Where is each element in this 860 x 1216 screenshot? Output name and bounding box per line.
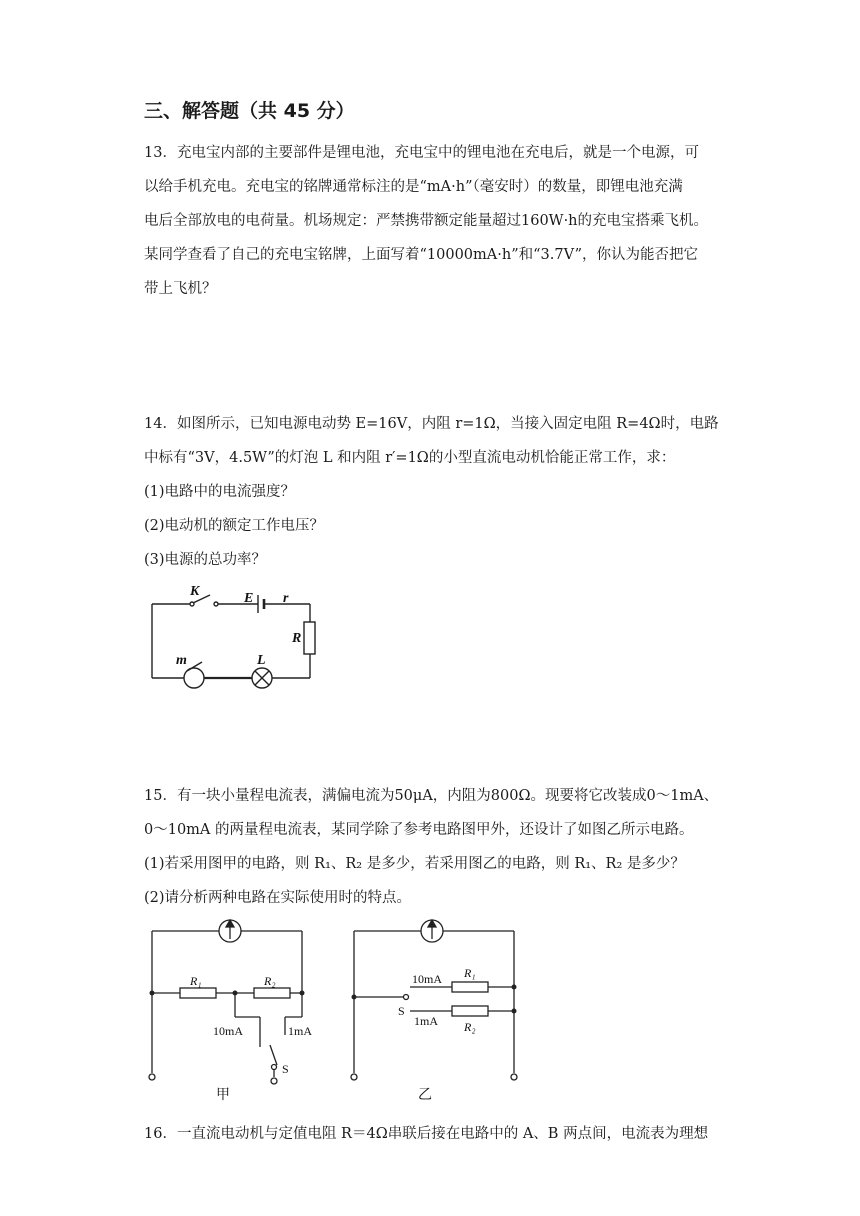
q15-line-1: 15．有一块小量程电流表，满偏电流为50μA，内阻为800Ω。现要将它改装成0～1mA、 [144, 788, 719, 804]
q13-line-1: 13．充电宝内部的主要部件是锂电池，充电宝中的锂电池在充电后，就是一个电源，可 [144, 145, 699, 161]
yi-1ma-label: 1mA [414, 1014, 438, 1028]
yi-switch-label: S [398, 1004, 405, 1018]
jia-caption: 甲 [216, 1088, 230, 1103]
q15-sub-1: (1)若采用图甲的电路，则 R₁、R₂ 是多少，若采用图乙的电路，则 R₁、R₂ 是多少？ [144, 856, 685, 872]
q15-line-2: 0～10mA 的两量程电流表，某同学除了参考电路图甲外，还设计了如图乙所示电路。 [144, 822, 694, 838]
jia-1ma-label: 1mA [288, 1024, 312, 1038]
q14-sub-3: (3)电源的总功率？ [144, 552, 267, 568]
q14-sub-1: (1)电路中的电流强度？ [144, 484, 296, 500]
section-title: 三、解答题（共 45 分） [144, 100, 355, 122]
jia-r1-label: R₁ [190, 974, 202, 988]
label-k: K [190, 584, 200, 599]
label-motor: m [176, 653, 187, 668]
yi-r1-label: R₁ [464, 966, 476, 980]
q16-line-1: 16．一直流电动机与定值电阻 R＝4Ω串联后接在电路中的 A、B 两点间，电流表为理想 [144, 1126, 709, 1142]
jia-switch-label: S [282, 1062, 289, 1076]
q13-line-5: 带上飞机？ [144, 281, 217, 297]
yi-r2-label: R₂ [464, 1020, 476, 1034]
q15-sub-2: (2)请分析两种电路在实际使用时的特点。 [144, 890, 412, 906]
jia-r2-label: R₂ [264, 974, 276, 988]
q14-line-1: 14．如图所示，已知电源电动势 E=16V，内阻 r=1Ω，当接入固定电阻 R=4Ω时，电路 [144, 416, 719, 432]
q13-line-4: 某同学查看了自己的充电宝铭牌，上面写着“10000mA·h”和“3.7V”，你认为能否把它 [144, 247, 699, 263]
fig-yi-diagram [340, 915, 540, 1105]
label-r: r [283, 591, 289, 606]
label-e: E [244, 591, 254, 606]
q13-line-3: 电后全部放电的电荷量。机场规定：严禁携带额定能量超过160W·h的充电宝搭乘飞机。 [144, 213, 709, 229]
label-lamp: L [257, 653, 266, 668]
fig-jia-diagram [140, 915, 340, 1105]
label-resistor: R [292, 631, 302, 646]
q14-sub-2: (2)电动机的额定工作电压？ [144, 518, 325, 534]
q14-circuit-diagram [140, 582, 330, 697]
q14-line-2: 中标有“3V，4.5W”的灯泡 L 和内阻 r′=1Ω的小型直流电动机恰能正常工作，求： [144, 450, 676, 466]
jia-10ma-label: 10mA [213, 1024, 243, 1038]
yi-10ma-label: 10mA [412, 972, 442, 986]
yi-caption: 乙 [418, 1088, 432, 1103]
q13-line-2: 以给手机充电。充电宝的铭牌通常标注的是“mA·h”（毫安时）的数量，即锂电池充满 [144, 179, 683, 195]
